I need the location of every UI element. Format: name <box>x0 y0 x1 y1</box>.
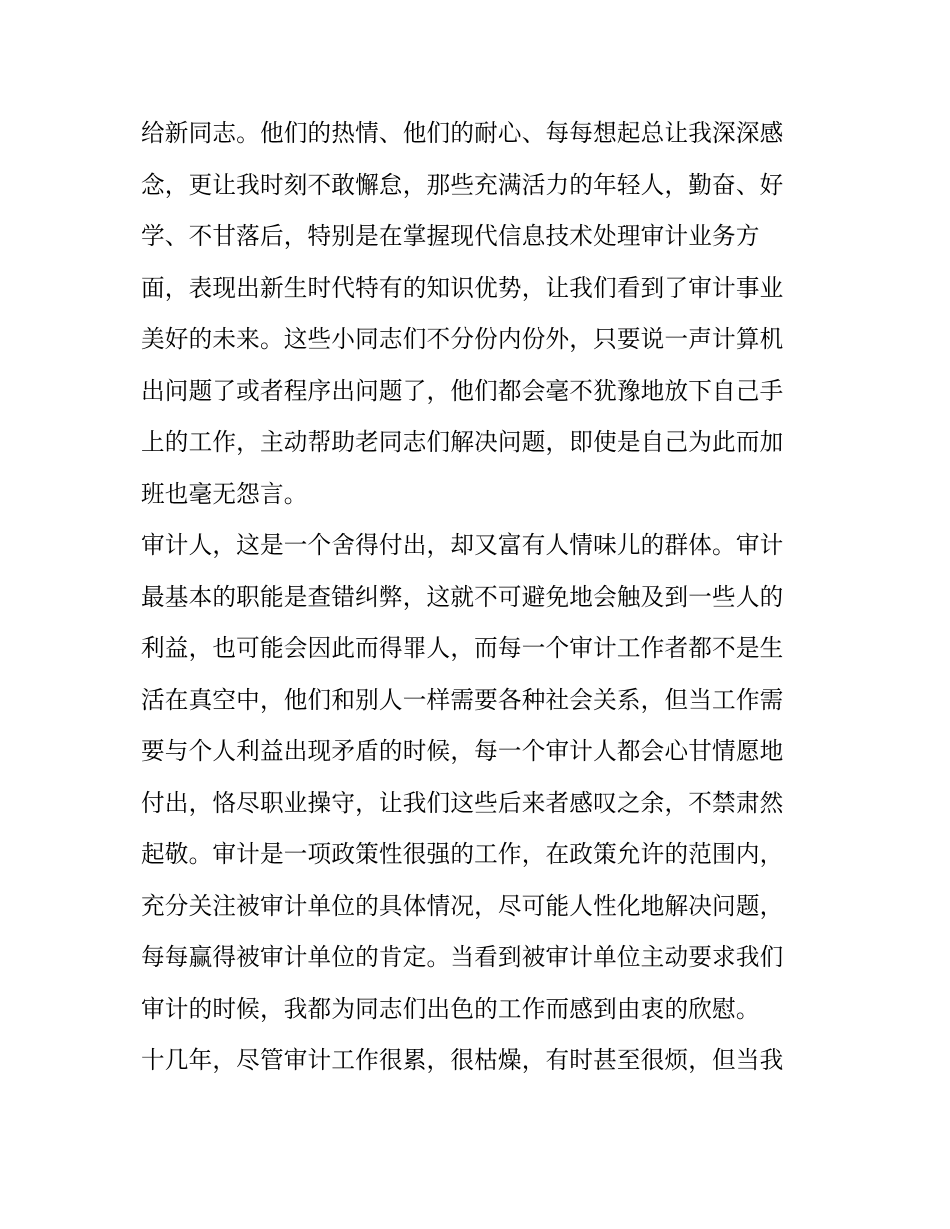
text-line: 活在真空中，他们和别人一样需要各种社会关系，但当工作需 <box>141 685 784 714</box>
text-line: 充分关注被审计单位的具体情况，尽可能人性化地解决问题， <box>141 891 784 920</box>
text-line: 最基本的职能是查错纠弊，这就不可避免地会触及到一些人的 <box>141 582 784 611</box>
body-text <box>141 108 821 1087</box>
text-line: 要与个人利益出现矛盾的时候，每一个审计人都会心甘情愿地 <box>141 737 784 765</box>
text-line: 美好的未来。这些小同志们不分份内份外，只要说一声计算机 <box>141 325 784 353</box>
text-line: 学、不甘落后，特别是在掌握现代信息技术处理审计业务方 <box>141 222 760 250</box>
text-line: 起敬。审计是一项政策性很强的工作，在政策允许的范围内， <box>141 840 784 868</box>
text-line: 利益，也可能会因此而得罪人，而每一个审计工作者都不是生 <box>141 634 784 662</box>
text-line: 每每赢得被审计单位的肯定。当看到被审计单位主动要求我们 <box>141 943 784 971</box>
text-line: 付出，恪尽职业操守，让我们这些后来者感叹之余，不禁肃然 <box>141 788 784 817</box>
text-line: 上的工作，主动帮助老同志们解决问题，即使是自己为此而加 <box>141 428 784 456</box>
text-line: 审计人，这是一个舍得付出，却又富有人情味儿的群体。审计 <box>141 531 784 559</box>
text-line: 给新同志。他们的热情、他们的耐心、每每想起总让我深深感 <box>141 119 784 147</box>
text-line: 班也毫无怨言。 <box>141 479 308 508</box>
text-line: 出问题了或者程序出问题了，他们都会毫不犹豫地放下自己手 <box>141 376 784 405</box>
text-line: 面，表现出新生时代特有的知识优势，让我们看到了审计事业 <box>141 273 784 302</box>
text-line: 念，更让我时刻不敢懈怠，那些充满活力的年轻人，勤奋、好 <box>141 170 784 199</box>
text-line: 十几年，尽管审计工作很累，很枯燥，有时甚至很烦，但当我 <box>141 1046 784 1074</box>
text-line: 审计的时候，我都为同志们出色的工作而感到由衷的欣慰。 <box>141 994 760 1023</box>
